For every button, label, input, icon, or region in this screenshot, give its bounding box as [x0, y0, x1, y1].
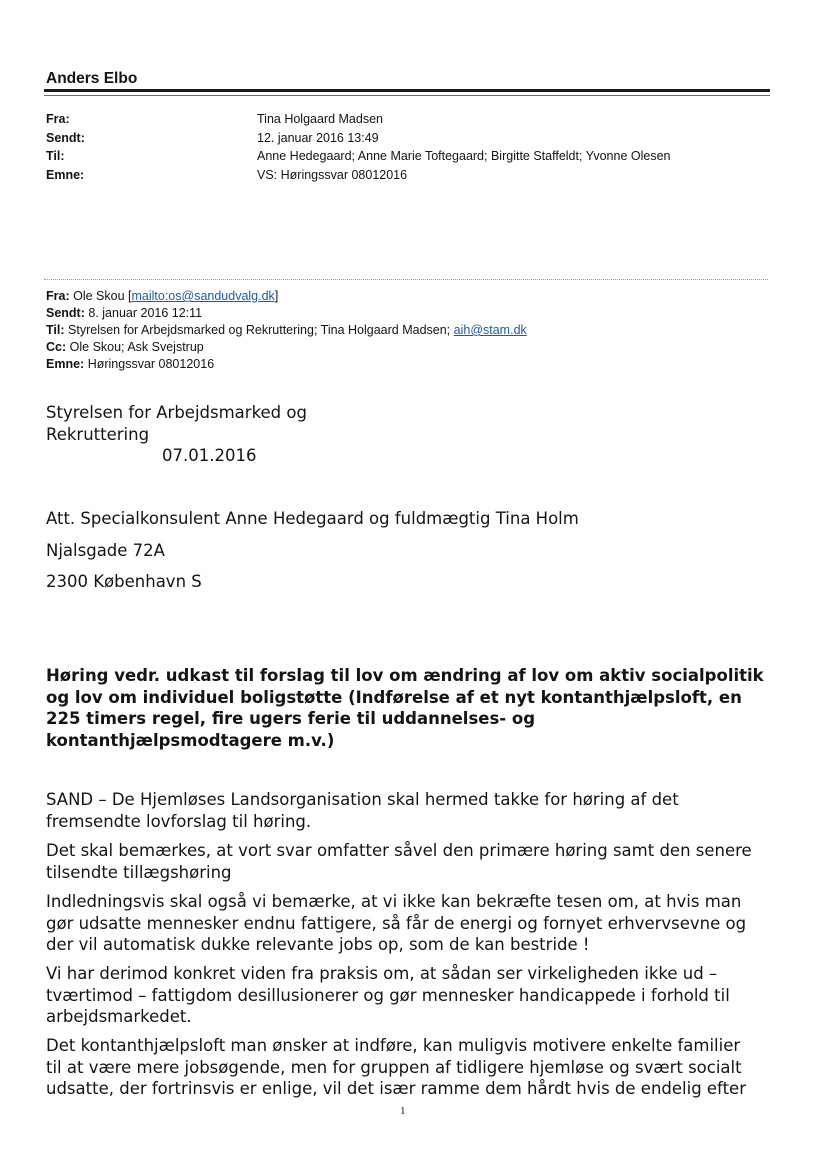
- recipient-line-2: Rekruttering: [46, 425, 150, 444]
- fwd-subject-value: Høringssvar 08012016: [87, 357, 215, 371]
- fwd-sent-label: Sendt:: [46, 306, 85, 320]
- city-address: 2300 København S: [46, 572, 202, 591]
- paragraph-line: Det skal bemærkes, at vort svar omfatter såvel den primære høring samt den senere: [46, 841, 752, 860]
- heading-line: Høring vedr. udkast til forslag til lov om ændring af lov om aktiv socialpolitik: [46, 666, 764, 685]
- sent-label: Sendt:: [46, 131, 85, 145]
- fwd-sent-line: [46, 305, 202, 322]
- fwd-cc-label: Cc:: [46, 340, 67, 354]
- paragraph-line: gør udsatte mennesker endnu fattigere, så får de energi og fornyet erhvervsevne og: [46, 913, 747, 933]
- paragraph-3: [46, 891, 786, 956]
- fwd-to-value: Styrelsen for Arbejdsmarked og Rekruttering; Tina Holgaard Madsen;: [68, 323, 451, 337]
- fwd-subject-label: Emne:: [46, 357, 85, 371]
- paragraph-line: fremsendte lovforslag til høring.: [46, 811, 312, 831]
- paragraph-line: tilsendte tillægshøring: [46, 862, 232, 882]
- fwd-from-name: Ole Skou: [73, 289, 125, 303]
- fwd-to-label: Til:: [46, 323, 65, 337]
- fwd-to-line: [46, 322, 527, 339]
- from-value: Tina Holgaard Madsen: [257, 112, 383, 126]
- forward-separator: [44, 279, 768, 280]
- letter-date: 07.01.2016: [162, 446, 257, 465]
- header-rule: [44, 89, 770, 92]
- fwd-from-line: Fra: Ole Skou [mailto:os@sandudvalg.dk]: [46, 289, 279, 303]
- heading-line: og lov om individuel boligstøtte (Indførelse af et nyt kontanthjælpsloft, en: [46, 687, 742, 707]
- fwd-from-label: Fra:: [46, 289, 70, 303]
- letter-heading: [46, 665, 786, 751]
- paragraph-line: der vil automatisk dukke relevante jobs op, som de kan bestride !: [46, 935, 590, 954]
- paragraph-line: Indledningsvis skal også vi bemærke, at vi ikke kan bekræfte tesen om, at hvis man: [46, 892, 742, 911]
- sent-value: 12. januar 2016 13:49: [257, 131, 379, 145]
- paragraph-line: til at være mere jobsøgende, men for gruppen af tidligere hjemløse og svært socialt: [46, 1057, 742, 1077]
- to-value: Anne Hedegaard; Anne Marie Toftegaard; Birgitte Staffeldt; Yvonne Olesen: [257, 149, 671, 163]
- paragraph-line: Vi har derimod konkret viden fra praksis om, at sådan ser virkeligheden ikke ud –: [46, 964, 718, 983]
- page-number: 1: [400, 1105, 406, 1117]
- document-owner-name: Anders Elbo: [46, 70, 138, 87]
- subject-value: VS: Høringssvar 08012016: [257, 168, 408, 182]
- fwd-from-email-link[interactable]: mailto:os@sandudvalg.dk: [131, 289, 275, 303]
- paragraph-line: SAND – De Hjemløses Landsorganisation skal hermed takke for høring af det: [46, 790, 679, 809]
- fwd-sent-value: 8. januar 2016 12:11: [88, 306, 203, 320]
- paragraph-line: udsatte, der fortrinsvis er enlige, vil det især ramme dem hårdt hvis de endelig efter: [46, 1079, 746, 1098]
- paragraph-1: [46, 789, 786, 832]
- attention-line: Att. Specialkonsulent Anne Hedegaard og fuldmægtig Tina Holm: [46, 509, 579, 528]
- to-label: Til:: [46, 149, 65, 163]
- paragraph-line: tværtimod – fattigdom desillusionerer og gør mennesker handicappede i forhold til: [46, 985, 730, 1005]
- fwd-to-email-link[interactable]: aih@stam.dk: [453, 323, 527, 337]
- heading-line: 225 timers regel, fire ugers ferie til uddannelses- og: [46, 709, 536, 728]
- paragraph-line: Det kontanthjælpsloft man ønsker at indføre, kan muligvis motivere enkelte familier: [46, 1036, 741, 1055]
- subject-label: Emne:: [46, 168, 85, 182]
- street-address: Njalsgade 72A: [46, 541, 165, 560]
- recipient-line-1: Styrelsen for Arbejdsmarked og: [46, 403, 307, 422]
- paragraph-2: [46, 840, 786, 883]
- from-label: Fra:: [46, 112, 70, 126]
- fwd-cc-value: Ole Skou; Ask Svejstrup: [69, 340, 204, 354]
- paragraph-4: [46, 963, 786, 1028]
- fwd-cc-line: [46, 339, 204, 356]
- paragraph-line: arbejdsmarkedet.: [46, 1007, 192, 1026]
- paragraph-5: [46, 1035, 786, 1100]
- heading-line: kontanthjælpsmodtagere m.v.): [46, 730, 335, 750]
- fwd-subject-line: [46, 356, 214, 373]
- header-rule-thin: [44, 95, 770, 96]
